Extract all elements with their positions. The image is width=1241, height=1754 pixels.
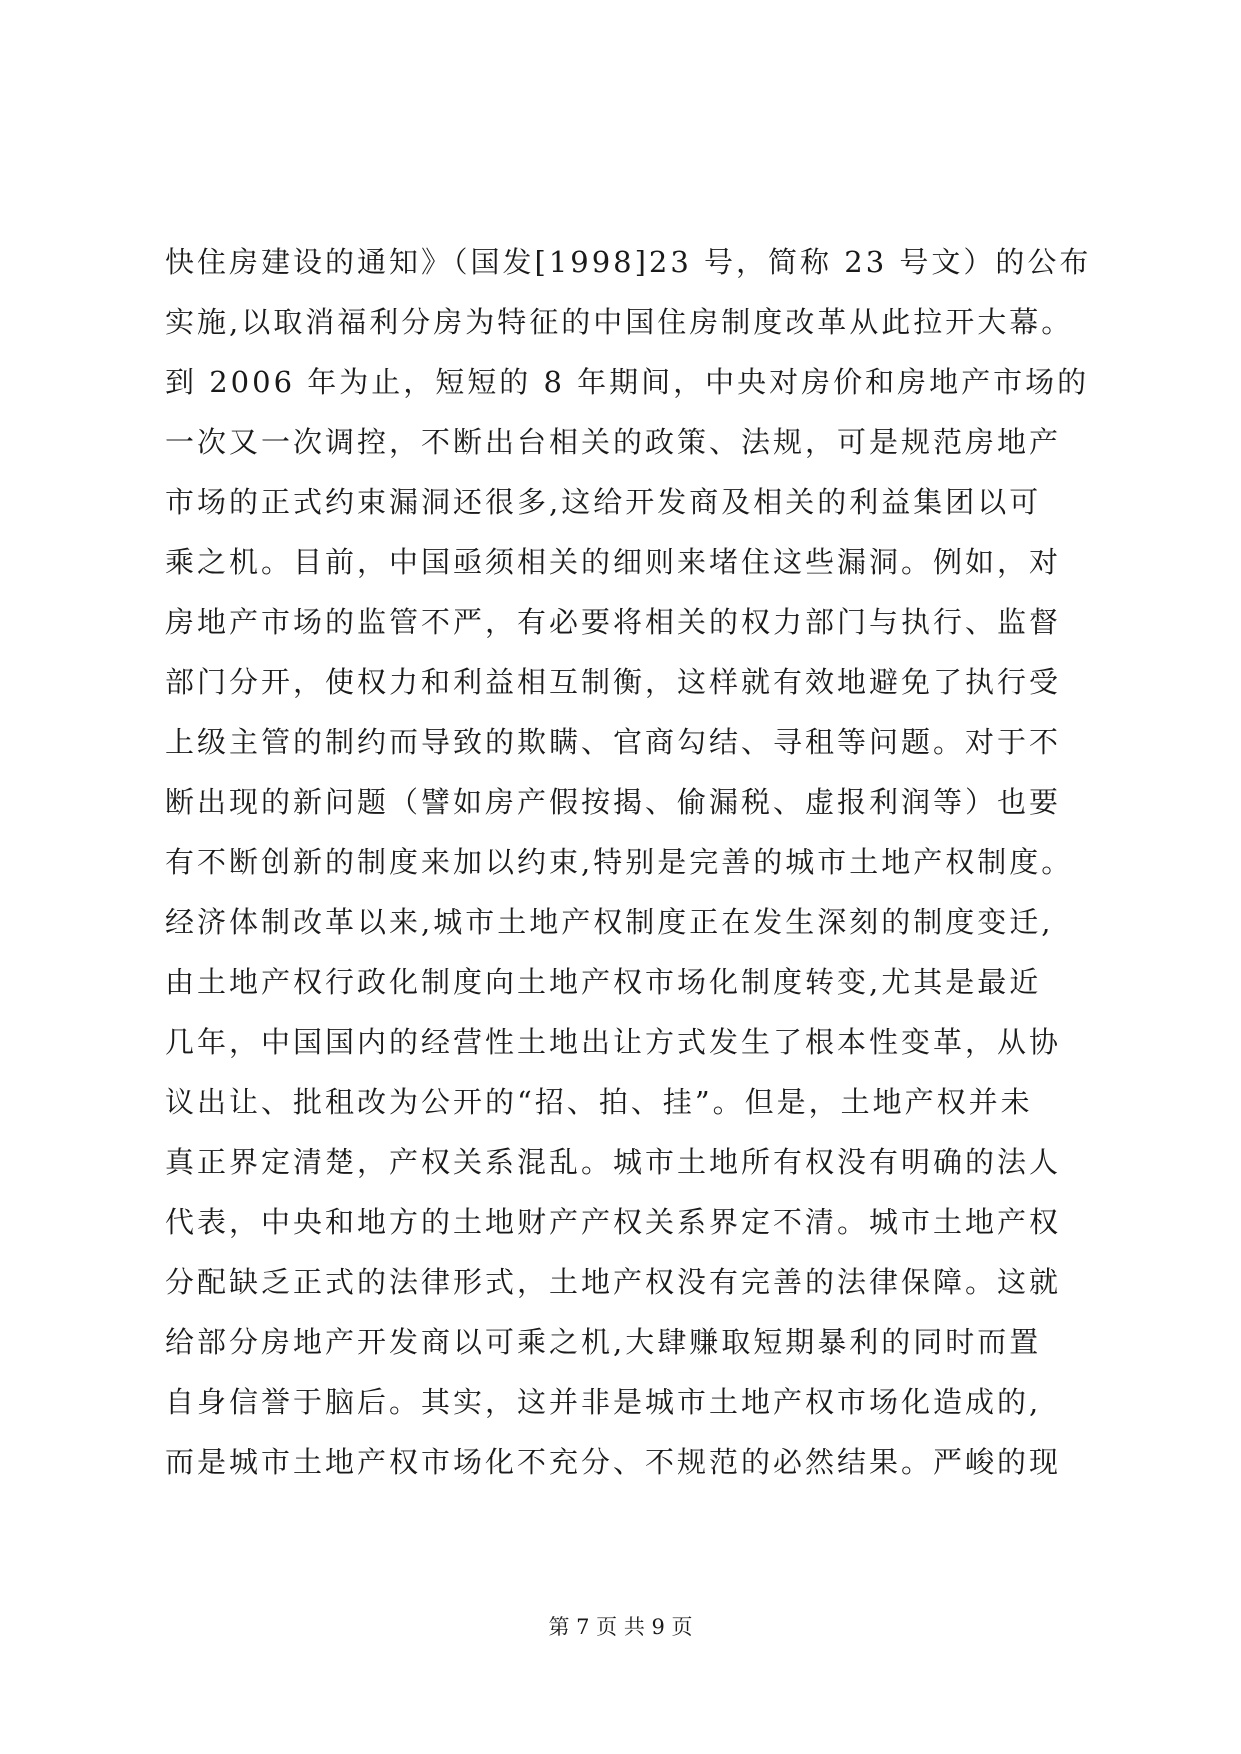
text-line: 到 2006 年为止，短短的 8 年期间，中央对房价和房地产市场的 <box>165 365 1090 399</box>
body-text <box>165 232 1125 1492</box>
text-line: 而是城市土地产权市场化不充分、不规范的必然结果。严峻的现 <box>165 1445 1062 1479</box>
text-line: 实施,以取消福利分房为特征的中国住房制度改革从此拉开大幕。 <box>165 305 1074 339</box>
text-line: 乘之机。目前，中国亟须相关的细则来堵住这些漏洞。例如，对 <box>165 545 1062 579</box>
text-line: 有不断创新的制度来加以约束,特别是完善的城市土地产权制度。 <box>165 845 1074 879</box>
text-line: 经济体制改革以来,城市土地产权制度正在发生深刻的制度变迁, <box>165 905 1054 939</box>
text-line: 分配缺乏正式的法律形式，土地产权没有完善的法律保障。这就 <box>165 1265 1062 1299</box>
text-line: 代表，中央和地方的土地财产产权关系界定不清。城市土地产权 <box>165 1205 1062 1239</box>
text-line: 真正界定清楚，产权关系混乱。城市土地所有权没有明确的法人 <box>165 1145 1062 1179</box>
text-line: 市场的正式约束漏洞还很多,这给开发商及相关的利益集团以可 <box>165 485 1042 519</box>
text-line: 断出现的新问题（譬如房产假按揭、偷漏税、虚报利润等）也要 <box>165 785 1062 819</box>
text-line: 自身信誉于脑后。其实，这并非是城市土地产权市场化造成的, <box>165 1385 1042 1419</box>
page-footer <box>0 1612 1241 1642</box>
text-line: 议出让、批租改为公开的“招、拍、挂”。但是，土地产权并未 <box>165 1085 1033 1119</box>
text-line: 由土地产权行政化制度向土地产权市场化制度转变,尤其是最近 <box>165 965 1042 999</box>
text-line: 一次又一次调控，不断出台相关的政策、法规，可是规范房地产 <box>165 425 1062 459</box>
text-line: 房地产市场的监管不严，有必要将相关的权力部门与执行、监督 <box>165 605 1062 639</box>
text-line: 几年，中国国内的经营性土地出让方式发生了根本性变革，从协 <box>165 1025 1062 1059</box>
text-line: 部门分开，使权力和利益相互制衡，这样就有效地避免了执行受 <box>165 665 1062 699</box>
text-line: 给部分房地产开发商以可乘之机,大肆赚取短期暴利的同时而置 <box>165 1325 1042 1359</box>
text-line: 上级主管的制约而导致的欺瞒、官商勾结、寻租等问题。对于不 <box>165 725 1062 759</box>
page-number-label: 第 7 页 共 9 页 <box>548 1615 693 1639</box>
text-line: 快住房建设的通知》（国发[1998]23 号，简称 23 号文）的公布 <box>165 245 1092 279</box>
